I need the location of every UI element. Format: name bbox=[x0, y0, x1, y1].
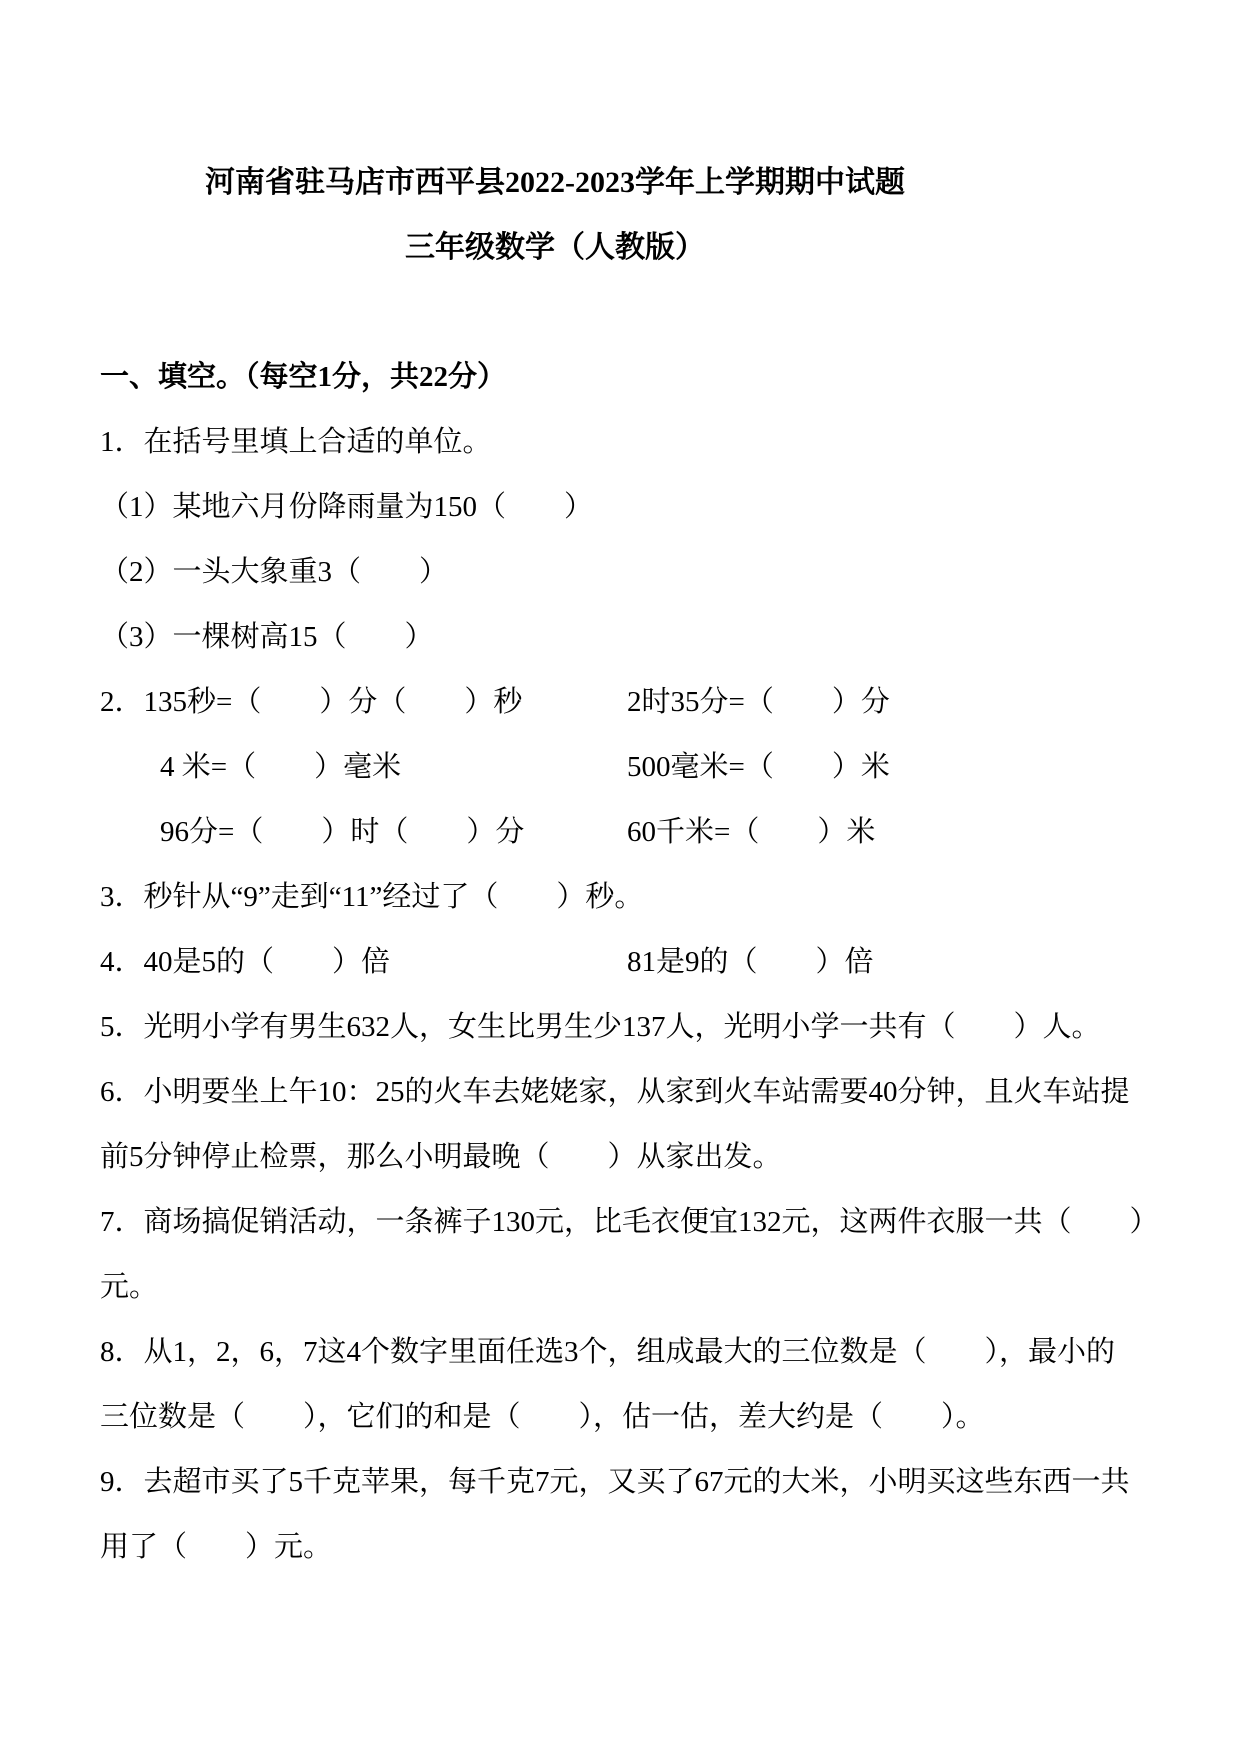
q5-stem-text: 5．光明小学有男生632人，女生比男生少137人，光明小学一共有（ ）人。 bbox=[100, 1011, 1101, 1043]
q7-line-1-text: 7．商场搞促销活动，一条裤子130元，比毛衣便宜132元，这两件衣服一共（ ） bbox=[100, 1206, 1159, 1238]
q6-line-1-text: 6．小明要坐上午10：25的火车去姥姥家，从家到火车站需要40分钟，且火车站提 bbox=[100, 1076, 1130, 1108]
q2-row-3 bbox=[100, 800, 1140, 865]
q1-blank-1 bbox=[100, 475, 1140, 540]
q9-line-2 bbox=[100, 1515, 1140, 1580]
q4-row-right: 81是9的（ ）倍 bbox=[627, 946, 874, 978]
q7-line-1 bbox=[100, 1190, 1159, 1255]
q2-row-1-left: 2．135秒=（ ）分（ ）秒 bbox=[100, 686, 523, 718]
q8-line-2-text: 三位数是（ ），它们的和是（ ），估一估，差大约是（ ）。 bbox=[100, 1401, 985, 1433]
q3-stem-text: 3．秒针从“9”走到“11”经过了（ ）秒。 bbox=[100, 881, 644, 913]
q4-row-left: 4．40是5的（ ）倍 bbox=[100, 946, 391, 978]
q6-line-2-text: 前5分钟停止检票，那么小明最晚（ ）从家出发。 bbox=[100, 1141, 782, 1173]
q4-row bbox=[100, 930, 1140, 995]
q6-line-2 bbox=[100, 1125, 1140, 1190]
document-title-line1: 河南省驻马店市西平县2022-2023学年上学期期中试题 bbox=[205, 166, 905, 199]
q9-line-1-text: 9．去超市买了5千克苹果，每千克7元，又买了67元的大米，小明买这些东西一共 bbox=[100, 1466, 1130, 1498]
q2-row-1 bbox=[100, 670, 1140, 735]
q1-blank-1-text: （1）某地六月份降雨量为150（ ） bbox=[100, 491, 594, 523]
q8-line-1 bbox=[100, 1320, 1140, 1385]
q2-row-1-right: 2时35分=（ ）分 bbox=[627, 686, 890, 718]
q7-line-2 bbox=[100, 1255, 1140, 1320]
q1-stem-text: 1．在括号里填上合适的单位。 bbox=[100, 426, 492, 458]
document-header bbox=[100, 150, 1140, 280]
section-1-heading: 一、填空。（每空1分，共22分） bbox=[100, 361, 507, 393]
q6-line-1 bbox=[100, 1060, 1140, 1125]
q5-stem bbox=[100, 995, 1140, 1060]
q2-row-2-right: 500毫米=（ ）米 bbox=[627, 751, 890, 783]
q7-line-2-text: 元。 bbox=[100, 1271, 159, 1303]
q1-blank-2-text: （2）一头大象重3（ ） bbox=[100, 556, 449, 588]
q2-row-2-left: 4 米=（ ）毫米 bbox=[160, 751, 402, 783]
q1-stem bbox=[100, 410, 1140, 475]
header-spacer bbox=[100, 280, 1140, 345]
q8-line-2 bbox=[100, 1385, 1140, 1450]
q9-line-1 bbox=[100, 1450, 1140, 1515]
q3-stem bbox=[100, 865, 1140, 930]
q1-blank-2 bbox=[100, 540, 1140, 605]
q1-blank-3 bbox=[100, 605, 1140, 670]
q2-row-2 bbox=[100, 735, 1140, 800]
q8-line-1-text: 8．从1，2，6，7这4个数字里面任选3个，组成最大的三位数是（ ），最小的 bbox=[100, 1336, 1116, 1368]
q1-blank-3-text: （3）一棵树高15（ ） bbox=[100, 621, 434, 653]
q2-row-3-left: 96分=（ ）时（ ）分 bbox=[160, 816, 525, 848]
q9-line-2-text: 用了（ ）元。 bbox=[100, 1531, 333, 1563]
q2-row-3-right: 60千米=（ ）米 bbox=[627, 816, 876, 848]
document-title-line2: 三年级数学（人教版） bbox=[405, 231, 705, 264]
